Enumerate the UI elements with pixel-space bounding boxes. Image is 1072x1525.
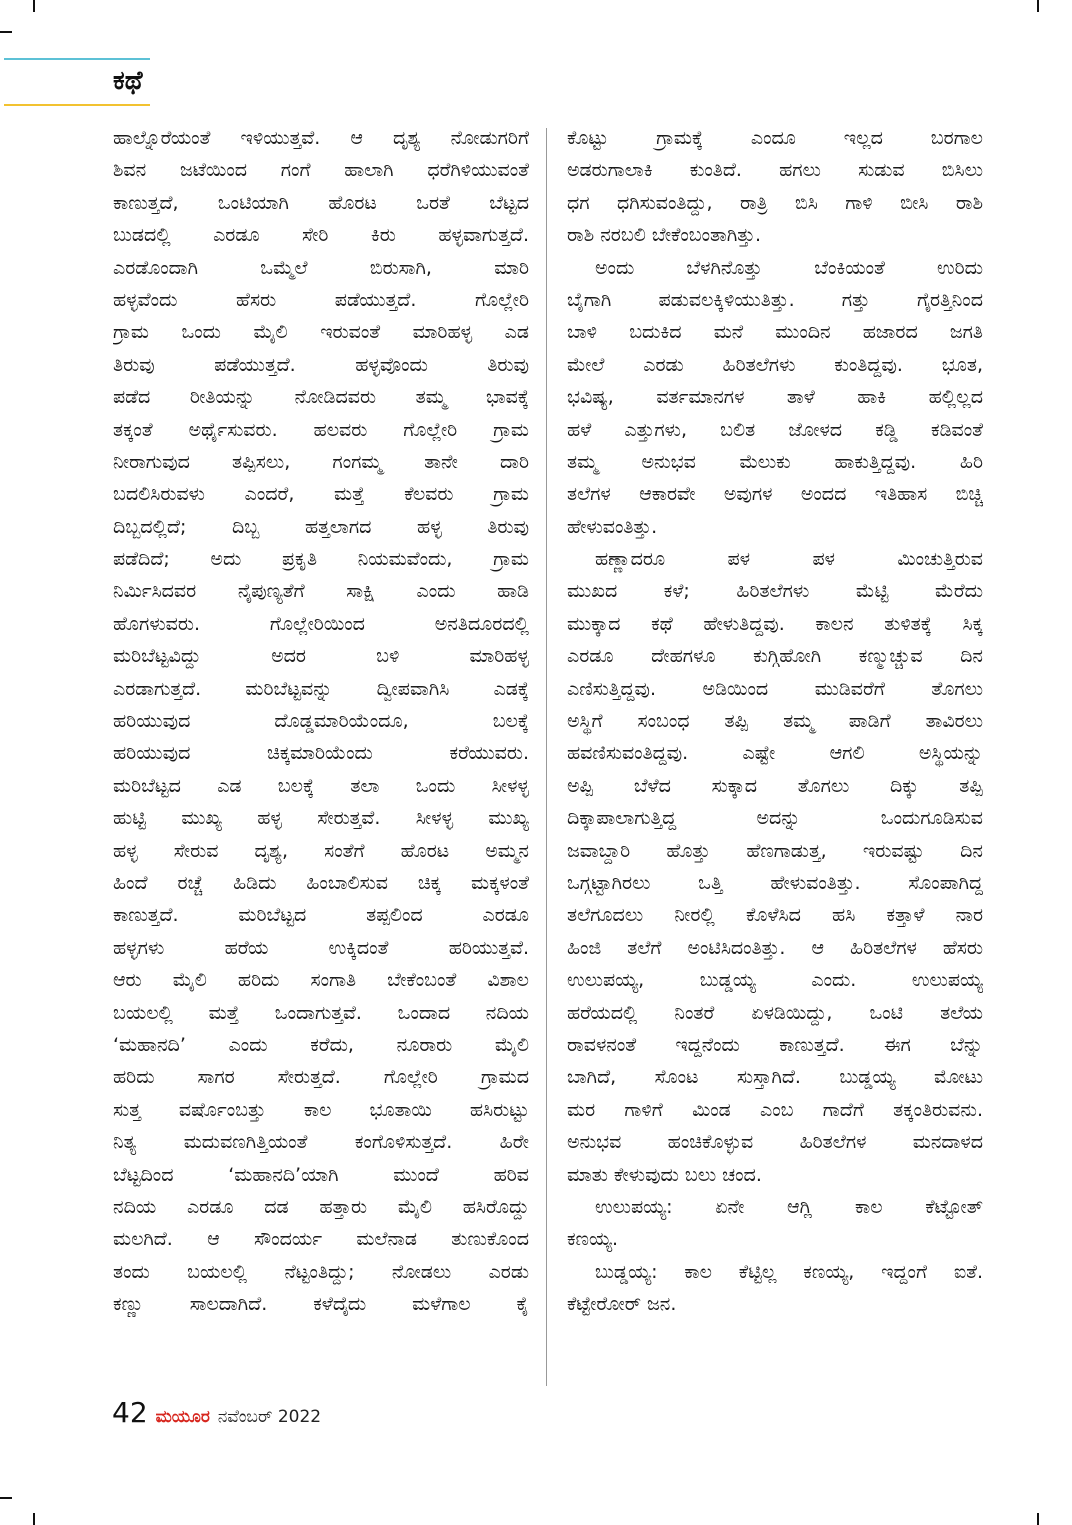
text-line: ಕೊಟ್ಟು ಗ್ರಾಮಕ್ಕೆ ಎಂದೂ ಇಲ್ಲದ ಬರಗಾಲ — [567, 127, 983, 149]
text-line: ಅಡರುಗಾಲಾಕಿ ಕುಂತಿದೆ. ಹಗಲು ಸುಡುವ ಬಿಸಿಲು — [567, 159, 983, 182]
text-line: ನಿರ್ಮಿಸಿದವರ ನೈಪುಣ್ಯತೆಗೆ ಸಾಕ್ಷಿ ಎಂದು ಹಾಡಿ — [113, 580, 529, 603]
section-label: ಕಥೆ — [113, 66, 143, 96]
text-line: ತಲೆಗೂದಲು ನೀರಲ್ಲಿ ಕೊಳೆಸಿದ ಹಸಿ ಕತ್ತಾಳೆ ನಾರ — [567, 904, 983, 927]
text-line: ಮಲಗಿದೆ. ಆ ಸೌಂದರ್ಯ ಮಲೆನಾಡ ತುಣುಕೊಂದ — [113, 1228, 529, 1251]
text-line: ತಮ್ಮ ಅನುಭವ ಮೆಲುಕು ಹಾಕುತ್ತಿದ್ದವು. ಹಿರಿ — [567, 450, 983, 473]
text-line: ನೀರಾಗುವುದ ತಪ್ಪಿಸಲು, ಗಂಗಮ್ಮ ತಾನೇ ದಾರಿ — [113, 450, 529, 473]
page-footer — [112, 1396, 321, 1430]
text-line: ಉಲುಪಯ್ಯ, ಬುಡ್ಡಯ್ಯ ಎಂದು. ಉಲುಪಯ್ಯ — [567, 969, 983, 992]
text-line: ಎರಡಾಗುತ್ತದೆ. ಮರಿಬೆಟ್ಟವನ್ನು ದ್ವೀಪವಾಗಿಸಿ ಎಡಕ್ಕೆ — [113, 677, 529, 700]
text-line: ಮರ ಗಾಳಿಗೆ ಮಿಂಡ ಎಂಬ ಗಾದೆಗೆ ತಕ್ಕಂತಿರುವನು. — [567, 1098, 983, 1121]
text-line: ಅಪ್ಪಿ ಬೆಳೆದ ಸುಕ್ಕಾದ ತೊಗಲು ದಿಕ್ಕು ತಪ್ಪಿ — [567, 774, 983, 797]
text-line: ಹರಿಯುವುದ ಚಿಕ್ಕಮಾರಿಯೆಂದು ಕರೆಯುವರು. — [113, 742, 529, 765]
text-line: ಎರಡೊಂದಾಗಿ ಒಮ್ಮೆಲೆ ಬಿರುಸಾಗಿ, ಮಾರಿ — [113, 256, 529, 279]
text-line: ಜವಾಬ್ದಾರಿ ಹೊತ್ತು ಹೆಣಗಾಡುತ್ತ, ಇರುವಷ್ಟು ದಿನ — [567, 839, 983, 862]
text-line: ಧಗ ಧಗಿಸುವಂತಿದ್ದು, ರಾತ್ರಿ ಬಿಸಿ ಗಾಳಿ ಬೀಸಿ ರಾಶಿ — [567, 191, 983, 214]
section-rule-top — [4, 58, 150, 60]
text-line: ಶಿವನ ಜಟೆಯಿಂದ ಗಂಗೆ ಹಾಲಾಗಿ ಧರೆಗಿಳಿಯುವಂತೆ — [113, 159, 529, 182]
text-line: ಕೆಟ್ಟೇರೋರ್ ಜನ. — [567, 1293, 677, 1316]
text-line: ಮುಕ್ಕಾದ ಕಥೆ ಹೇಳುತಿದ್ದವು. ಕಾಲನ ತುಳಿತಕ್ಕೆ ಸಿಕ್ಕ — [567, 612, 983, 635]
text-line: ಉಲುಪಯ್ಯ: ಏನೇ ಆಗ್ಲಿ ಕಾಲ ಕೆಟ್ಟೋತ್ — [595, 1195, 983, 1218]
text-line: ಹವಣಿಸುವಂತಿದ್ದವು. ಎಷ್ಟೇ ಆಗಲಿ ಅಸ್ಥಿಯನ್ನು — [567, 742, 983, 765]
text-line: ಬಯಲಲ್ಲಿ ಮತ್ತೆ ಒಂದಾಗುತ್ತವೆ. ಒಂದಾದ ನದಿಯ — [113, 1001, 529, 1024]
crop-mark-bottom-left — [33, 1513, 35, 1525]
crop-mark-left-bottom — [0, 1497, 12, 1499]
text-line: ಬುಡ್ಡಯ್ಯ: ಕಾಲ ಕೆಟ್ಟಿಲ್ಲ ಕಣಯ್ಯ, ಇದ್ದಂಗೆ ಐತೆ. — [595, 1260, 983, 1283]
crop-mark-top-right — [1037, 0, 1039, 12]
text-line: ಹುಟ್ಟಿ ಮುಖ್ಯ ಹಳ್ಳ ಸೇರುತ್ತವೆ. ಸೀಳಳ್ಳ ಮುಖ್ಯ — [113, 807, 529, 830]
text-line: ಹಿಂದೆ ರಚ್ಚೆ ಹಿಡಿದು ಹಿಂಬಾಲಿಸುವ ಚಿಕ್ಕ ಮಕ್ಕಳಂತೆ — [113, 871, 529, 894]
section-rule-bottom — [4, 104, 150, 106]
text-line: ಹೇಳುವಂತಿತ್ತು. — [567, 515, 658, 538]
text-line: ಹರಿದು ಸಾಗರ ಸೇರುತ್ತದೆ. ಗೊಲ್ಲೇರಿ ಗ್ರಾಮದ — [113, 1066, 529, 1089]
text-line: ಅಂದು ಬೆಳಗಿನೊತ್ತು ಬೆಂಕಿಯಂತೆ ಉರಿದು — [595, 256, 983, 279]
text-line: ದಿಕ್ಕಾಪಾಲಾಗುತ್ತಿದ್ದ ಅದನ್ನು ಒಂದುಗೂಡಿಸುವ — [567, 807, 983, 830]
text-line: ನದಿಯ ಎರಡೂ ದಡ ಹತ್ತಾರು ಮೈಲಿ ಹಸಿರೊದ್ದು — [113, 1195, 529, 1218]
text-line: ಕಣ್ಣು ಸಾಲದಾಗಿದೆ. ಕಳೆದೈದು ಮಳೆಗಾಲ ಕೈ — [113, 1293, 529, 1316]
text-line: ಬಾಗಿದೆ, ಸೊಂಟ ಸುಸ್ತಾಗಿದೆ. ಬುಡ್ಡಯ್ಯ ಮೋಟು — [567, 1066, 983, 1089]
text-line: ‘ಮಹಾನದಿ’ ಎಂದು ಕರೆದು, ನೂರಾರು ಮೈಲಿ — [113, 1033, 529, 1056]
text-line: ಬಾಳಿ ಬದುಕಿದ ಮನೆ ಮುಂದಿನ ಹಜಾರದ ಜಗತಿ — [567, 321, 983, 344]
text-line: ಮುಖದ ಕಳೆ; ಹಿರಿತಲೆಗಳು ಮೆಟ್ಟಿ ಮೆರೆದು — [567, 580, 983, 603]
text-line: ಗ್ರಾಮ ಒಂದು ಮೈಲಿ ಇರುವಂತೆ ಮಾರಿಹಳ್ಳ ಎಡ — [113, 321, 529, 344]
text-line: ಮಾತು ಕೇಳುವುದು ಬಲು ಚಂದ. — [567, 1163, 762, 1186]
text-line: ಒಗ್ಗಟ್ಟಾಗಿರಲು ಒತ್ತಿ ಹೇಳುವಂತಿತ್ತು. ಸೊಂಪಾಗಿದ್ದ — [567, 871, 983, 894]
text-line: ಬೈಗಾಗಿ ಪಡುವಲಕ್ಕಿಳಿಯುತಿತ್ತು. ಗತ್ತು ಗೈರತ್ತಿನಿಂದ — [567, 288, 983, 311]
text-line: ತಕ್ಕಂತೆ ಅರ್ಥೈಸುವರು. ಹಲವರು ಗೊಲ್ಲೇರಿ ಗ್ರಾಮ — [113, 418, 529, 441]
text-line: ನಿತ್ಯ ಮದುವಣಗಿತ್ತಿಯಂತೆ ಕಂಗೊಳಿಸುತ್ತದೆ. ಹಿರೇ — [113, 1131, 529, 1154]
text-line: ಮರಿಬೆಟ್ಟವಿದ್ದು ಅದರ ಬಳಿ ಮಾರಿಹಳ್ಳ — [113, 645, 529, 668]
text-line: ಹಣ್ಣಾದರೂ ಪಳ ಪಳ ಮಿಂಚುತ್ತಿರುವ — [595, 548, 983, 571]
text-line: ಪಡೆದ ರೀತಿಯನ್ನು ನೋಡಿದವರು ತಮ್ಮ ಭಾವಕ್ಕೆ — [113, 386, 529, 409]
text-line: ಎರಡೂ ದೇಹಗಳೂ ಕುಗ್ಗಿಹೋಗಿ ಕಣ್ಮುಚ್ಚುವ ದಿನ — [567, 645, 983, 668]
magazine-logo: ಮಯೂರ — [155, 1407, 210, 1427]
issue-date: ನವೆಂಬರ್ 2022 — [217, 1407, 322, 1427]
crop-mark-left-top — [0, 31, 12, 33]
text-line: ಭವಿಷ್ಯ, ವರ್ತಮಾನಗಳ ತಾಳೆ ಹಾಕಿ ಹಲ್ಲಿಲ್ಲದ — [567, 386, 983, 409]
text-line: ಎಣಿಸುತ್ತಿದ್ದವು. ಅಡಿಯಿಂದ ಮುಡಿವರೆಗೆ ತೊಗಲು — [567, 677, 983, 700]
text-line: ಹಳ್ಳ ಸೇರುವ ದೃಶ್ಯ, ಸಂತೆಗೆ ಹೊರಟ ಅಮ್ಮನ — [113, 839, 529, 862]
text-line: ರಾವಳನಂತೆ ಇದ್ದನೆಂದು ಕಾಣುತ್ತದೆ. ಈಗ ಬೆನ್ನು — [567, 1033, 983, 1056]
crop-mark-bottom-right — [1037, 1513, 1039, 1525]
text-line: ಹಳ್ಳಗಳು ಹರೆಯ ಉಕ್ಕಿದಂತೆ ಹರಿಯುತ್ತವೆ. — [113, 936, 529, 959]
text-line: ತಂದು ಬಯಲಲ್ಲಿ ನೆಟ್ಟಂತಿದ್ದು; ನೋಡಲು ಎರಡು — [113, 1260, 529, 1283]
page-number: 42 — [112, 1396, 148, 1429]
right-text-column — [567, 122, 983, 1320]
text-line: ಹರೆಯದಲ್ಲಿ ನಿಂತರೆ ಏಳಡಿಯಿದ್ದು, ಒಂಟಿ ತಲೆಯ — [567, 1001, 983, 1024]
text-line: ಕಾಣುತ್ತದೆ, ಒಂಟಿಯಾಗಿ ಹೊರಟ ಒರತೆ ಬೆಟ್ಟದ — [113, 191, 529, 214]
text-line: ಹಳೆ ಎತ್ತುಗಳು, ಬಲಿತ ಜೋಳದ ಕಡ್ಡಿ ಕಡಿವಂತೆ — [567, 418, 983, 441]
text-line: ಬದಲಿಸಿರುವಳು ಎಂದರೆ, ಮತ್ತೆ ಕೆಲವರು ಗ್ರಾಮ — [113, 483, 529, 506]
text-line: ದಿಬ್ಬದಲ್ಲಿದೆ; ದಿಬ್ಬ ಹತ್ತಲಾಗದ ಹಳ್ಳ ತಿರುವು — [113, 515, 529, 538]
text-line: ಬುಡದಲ್ಲಿ ಎರಡೂ ಸೇರಿ ಕಿರು ಹಳ್ಳವಾಗುತ್ತದೆ. — [113, 224, 529, 247]
text-line: ತಲೆಗಳ ಆಕಾರವೇ ಅವುಗಳ ಅಂದದ ಇತಿಹಾಸ ಬಿಚ್ಚಿ — [567, 483, 983, 506]
text-line: ಕಾಣುತ್ತದೆ. ಮರಿಬೆಟ್ಟದ ತಪ್ಪಲಿಂದ ಎರಡೂ — [113, 904, 529, 927]
text-line: ಪಡೆದಿದೆ; ಅದು ಪ್ರಕೃತಿ ನಿಯಮವೆಂದು, ಗ್ರಾಮ — [113, 548, 529, 571]
text-line: ಅನುಭವ ಹಂಚಿಕೊಳ್ಳುವ ಹಿರಿತಲೆಗಳ ಮನದಾಳದ — [567, 1131, 983, 1154]
text-line: ರಾಶಿ ನರಬಲಿ ಬೇಕೆಂಬಂತಾಗಿತ್ತು. — [567, 224, 761, 247]
text-line: ಕಣಯ್ಯ. — [567, 1228, 619, 1251]
text-line: ಮೇಲೆ ಎರಡು ಹಿರಿತಲೆಗಳು ಕುಂತಿದ್ದವು. ಭೂತ, — [567, 353, 983, 376]
text-line: ಮರಿಬೆಟ್ಟದ ಎಡ ಬಲಕ್ಕೆ ತಲಾ ಒಂದು ಸೀಳಳ್ಳ — [113, 774, 529, 797]
text-line: ಬೆಟ್ಟದಿಂದ ‘ಮಹಾನದಿ’ಯಾಗಿ ಮುಂದೆ ಹರಿವ — [113, 1163, 529, 1186]
text-line: ತಿರುವು ಪಡೆಯುತ್ತದೆ. ಹಳ್ಳವೊಂದು ತಿರುವು — [113, 353, 529, 376]
text-line: ಹರಿಯುವುದ ದೊಡ್ಡಮಾರಿಯೆಂದೂ, ಬಲಕ್ಕೆ — [113, 710, 529, 733]
column-divider — [546, 128, 547, 1386]
left-text-column — [113, 122, 529, 1320]
text-line: ಆರು ಮೈಲಿ ಹರಿದು ಸಂಗಾತಿ ಬೇಕೆಂಬಂತೆ ವಿಶಾಲ — [113, 969, 529, 992]
text-line: ಹೊಗಳುವರು. ಗೊಲ್ಲೇರಿಯಿಂದ ಅನತಿದೂರದಲ್ಲಿ — [113, 612, 529, 635]
text-line: ಸುತ್ತ ವರ್ಷೊಂಬತ್ತು ಕಾಲ ಭೂತಾಯಿ ಹಸಿರುಟ್ಟು — [113, 1098, 529, 1121]
crop-mark-top-left — [33, 0, 35, 12]
text-line: ಹಿಂಜಿ ತಲೆಗೆ ಅಂಟಿಸಿದಂತಿತ್ತು. ಆ ಹಿರಿತಲೆಗಳ ಹೆಸರು — [567, 936, 983, 959]
text-line: ಅಸ್ಥಿಗೆ ಸಂಬಂಧ ತಪ್ಪಿ ತಮ್ಮ ಪಾಡಿಗೆ ತಾವಿರಲು — [567, 710, 983, 733]
text-line: ಹಳ್ಳವೆಂದು ಹೆಸರು ಪಡೆಯುತ್ತದೆ. ಗೊಲ್ಲೇರಿ — [113, 288, 529, 311]
text-line: ಹಾಲ್ನೊರೆಯಂತೆ ಇಳಿಯುತ್ತವೆ. ಆ ದೃಶ್ಯ ನೋಡುಗರಿಗೆ — [113, 127, 529, 149]
